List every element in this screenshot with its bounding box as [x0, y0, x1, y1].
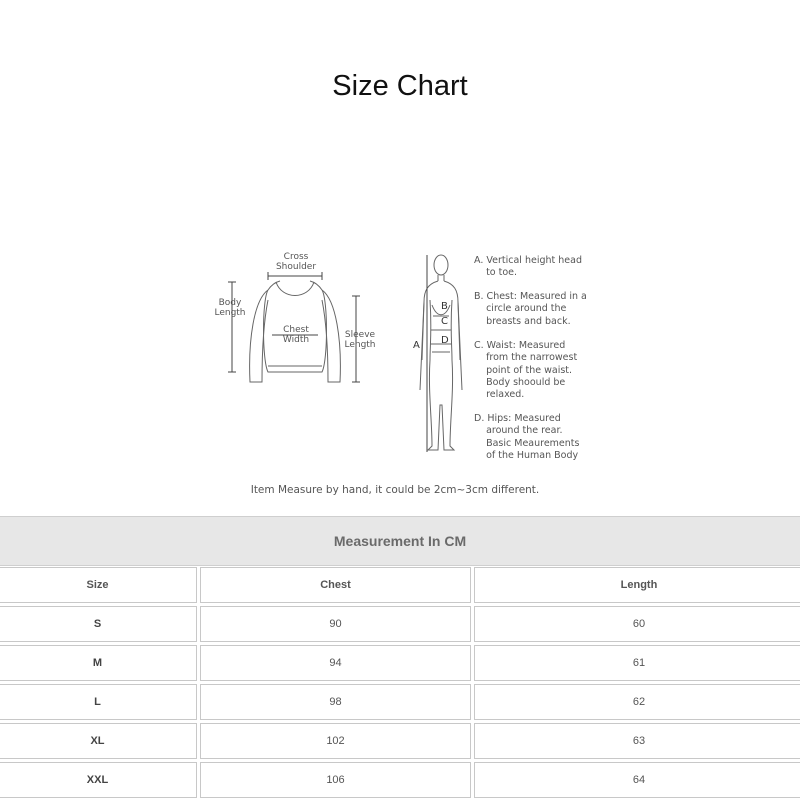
- cell-size: XL: [0, 723, 197, 759]
- table-row: [0, 645, 800, 681]
- mark-d: D: [441, 335, 449, 346]
- mark-c: C: [441, 316, 448, 327]
- cell-chest: 106: [200, 762, 471, 798]
- mark-a: A: [413, 340, 420, 351]
- header-size: Size: [0, 567, 197, 603]
- header-length: Length: [474, 567, 800, 603]
- cell-size: L: [0, 684, 197, 720]
- table-row: [0, 606, 800, 642]
- cell-chest: 98: [200, 684, 471, 720]
- table-header-row: [0, 567, 800, 603]
- table-caption: Measurement In CM: [0, 516, 800, 566]
- cell-length: 61: [474, 645, 800, 681]
- body-figure: [420, 255, 462, 452]
- cell-length: 63: [474, 723, 800, 759]
- sleeve-length-label: Sleeve Length: [344, 330, 376, 350]
- cell-length: 62: [474, 684, 800, 720]
- table-row: [0, 762, 800, 798]
- chest-width-label: Chest Width: [282, 325, 310, 345]
- page-title: Size Chart: [332, 70, 468, 102]
- cell-length: 60: [474, 606, 800, 642]
- cell-chest: 102: [200, 723, 471, 759]
- table-row: [0, 684, 800, 720]
- mark-b: B: [441, 301, 448, 312]
- description-a: A. Vertical height head to toe.: [474, 255, 582, 279]
- description-d: D. Hips: Measured around the rear. Basic Meaurements of the Human Body: [474, 413, 580, 461]
- cell-chest: 94: [200, 645, 471, 681]
- header-chest: Chest: [200, 567, 471, 603]
- cell-size: S: [0, 606, 197, 642]
- body-length-label: Body Length: [214, 298, 246, 318]
- description-c: C. Waist: Measured from the narrowest point of the waist. Body shoould be relaxed.: [474, 340, 578, 401]
- measurement-note: Item Measure by hand, it could be 2cm~3cm different.: [250, 484, 540, 496]
- cell-chest: 90: [200, 606, 471, 642]
- table-row: [0, 723, 800, 759]
- size-table: [0, 516, 800, 800]
- cross-shoulder-label: Cross Shoulder: [275, 252, 317, 272]
- description-b: B. Chest: Measured in a circle around the breasts and back.: [474, 291, 587, 327]
- cell-length: 64: [474, 762, 800, 798]
- cell-size: XXL: [0, 762, 197, 798]
- cell-size: M: [0, 645, 197, 681]
